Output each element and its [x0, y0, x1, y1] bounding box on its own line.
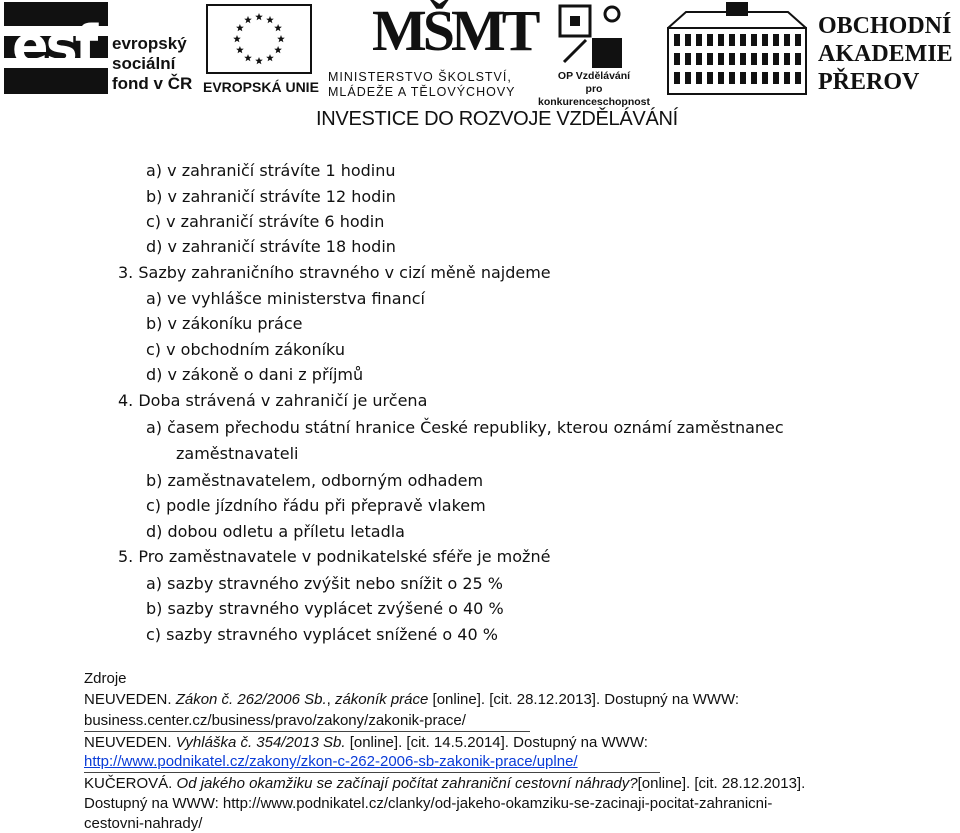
source-2-line-1: NEUVEDEN. Vyhláška č. 354/2013 Sb. [online]. [cit. 14.5.2014]. Dostupný na WWW: [84, 734, 648, 751]
source-divider [84, 772, 660, 773]
q4-option-d: d) dobou odletu a příletu letadla [146, 522, 405, 541]
q4-option-a-cont: zaměstnavateli [176, 444, 299, 463]
opvk-caption: OP Vzdělávání pro konkurenceschopnost [537, 70, 651, 108]
source-2-url-link[interactable]: http://www.podnikatel.cz/zakony/zkon-c-262-2006-sb-zakonik-prace/uplne/ [84, 753, 578, 770]
esf-logo-text: esf [12, 14, 96, 77]
msmt-logo-mark: MŠMT [372, 0, 537, 63]
q3-option-c: c) v obchodním zákoníku [146, 340, 345, 359]
school-name: OBCHODNÍ AKADEMIE PŘEROV [818, 13, 953, 95]
q2-option-c: c) v zahraničí strávíte 6 hodin [146, 212, 385, 231]
sources-heading: Zdroje [84, 670, 127, 687]
eu-caption: EVROPSKÁ UNIE [203, 79, 319, 95]
q3-option-a: a) ve vyhlášce ministerstva financí [146, 289, 425, 308]
q5-option-c: c) sazby stravného vyplácet snížené o 40 % [146, 625, 498, 644]
q5-option-b: b) sazby stravného vyplácet zvýšené o 40 % [146, 599, 504, 618]
q4-title: 4. Doba strávená v zahraničí je určena [118, 391, 428, 410]
q4-option-b: b) zaměstnavatelem, odborným odhadem [146, 471, 484, 490]
esf-caption: evropský sociální fond v ČR [112, 34, 193, 93]
source-3-url[interactable]: Dostupný na WWW: http://www.podnikatel.cz/clanky/od-jakeho-okamziku-se-zacinaji-pocitat-zahranicni- [84, 795, 773, 812]
q3-option-b: b) v zákoníku práce [146, 314, 303, 333]
q5-title: 5. Pro zaměstnavatele v podnikatelské sféře je možné [118, 547, 551, 566]
q5-option-a: a) sazby stravného zvýšit nebo snížit o 25 % [146, 574, 503, 593]
q4-option-a: a) časem přechodu státní hranice České republiky, kterou oznámí zaměstnanec [146, 418, 784, 437]
source-3-line-1: KUČEROVÁ. Od jakého okamžiku se začínají počítat zahraniční cestovní náhrady?[online]. [cit. 28.12.2013]. [84, 775, 806, 792]
msmt-caption: MINISTERSTVO ŠKOLSTVÍ, MLÁDEŽE A TĚLOVÝCHOVY [328, 70, 516, 99]
q2-option-b: b) v zahraničí strávíte 12 hodin [146, 187, 396, 206]
q2-option-a: a) v zahraničí strávíte 1 hodinu [146, 161, 396, 180]
q4-option-c: c) podle jízdního řádu při přepravě vlakem [146, 496, 486, 515]
q3-title: 3. Sazby zahraničního stravného v cizí měně najdeme [118, 263, 551, 282]
source-3-url-cont[interactable]: cestovni-nahrady/ [84, 815, 203, 832]
investice-slogan: INVESTICE DO ROZVOJE VZDĚLÁVÁNÍ [316, 108, 678, 130]
source-1-url[interactable]: business.center.cz/business/pravo/zakony/zakonik-prace/ [84, 712, 466, 729]
source-1-line-1: NEUVEDEN. Zákon č. 262/2006 Sb., zákoník práce [online]. [cit. 28.12.2013]. Dostupný na WWW: [84, 691, 740, 708]
q3-option-d: d) v zákoně o dani z příjmů [146, 365, 364, 384]
q2-option-d: d) v zahraničí strávíte 18 hodin [146, 237, 396, 256]
source-divider [84, 731, 530, 732]
